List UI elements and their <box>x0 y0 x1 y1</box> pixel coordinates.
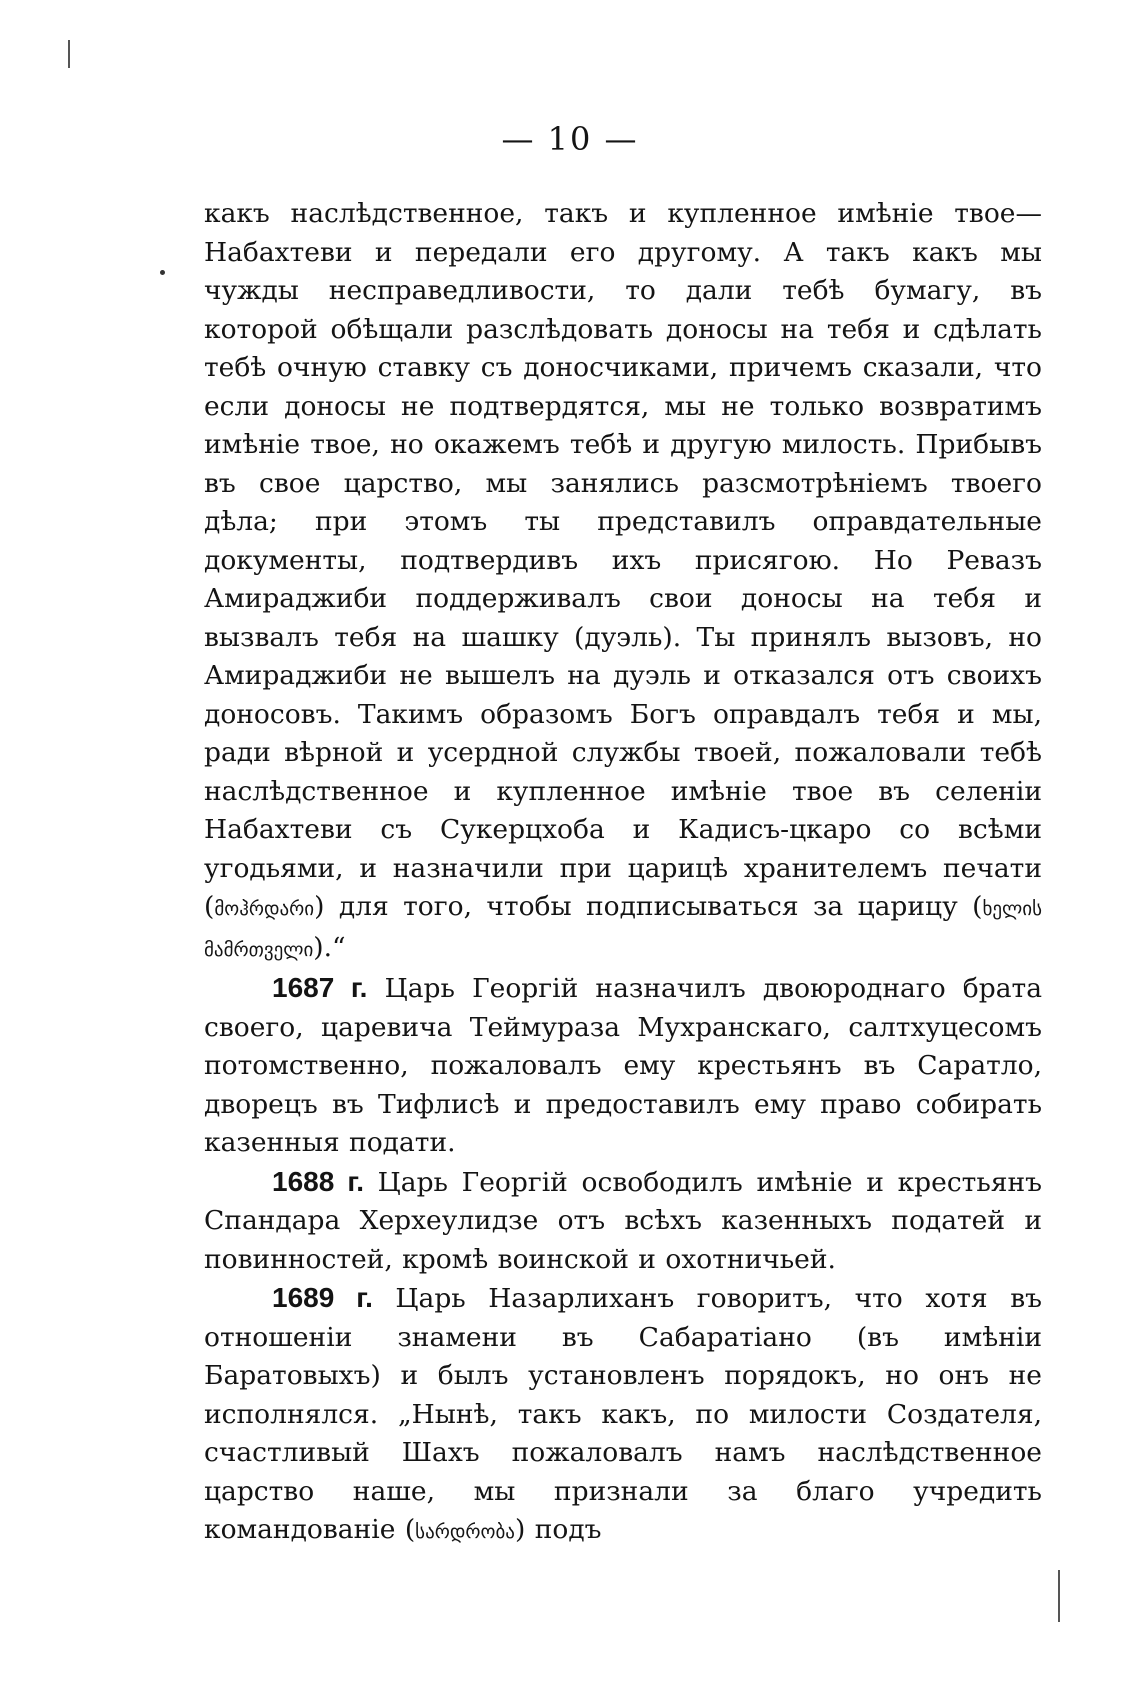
paragraph-text: ) для того, чтобы подписываться за царицу ( <box>314 891 983 922</box>
scan-edge-mark-top-left <box>68 40 70 68</box>
paragraph-text: ).“ <box>313 931 346 963</box>
georgian-term: მოჰრდარი <box>214 898 315 920</box>
paragraph-text: Царь Назарлиханъ говоритъ, что хотя въ отношеніи знамени въ Сабаратіано (въ имѣніи Баратовыхъ) и былъ установленъ порядокъ, но онъ не исполнялся. „Нынѣ, такъ какъ, по милости Создателя, счастливый Шахъ пожаловалъ намъ наслѣдственное царство наше, мы признали за благо учредить командованіе ( <box>204 1283 1042 1545</box>
margin-dot-left <box>160 270 165 275</box>
georgian-term: ხელის მამრთველი <box>204 898 1042 961</box>
paragraph-text: ) подъ <box>514 1514 602 1545</box>
body-text <box>204 195 1042 1552</box>
scan-edge-mark-bottom-right <box>1058 1570 1060 1622</box>
paragraph-text: Царь Георгій назначилъ двоюроднаго брата своего, царевича Теймураза Мухранскаго, салтхуцесомъ потомственно, пожаловалъ ему крестьянъ въ Саратло, дворецъ въ Тифлисѣ и предоставилъ ему право собирать казенныя подати. <box>204 973 1042 1158</box>
paragraph <box>204 1163 1042 1280</box>
paragraph <box>204 969 1042 1163</box>
georgian-term: სარდრობა <box>415 1521 515 1543</box>
year-label: 1688 г. <box>272 1165 364 1197</box>
paragraph <box>204 195 1042 969</box>
paragraph-text: Царь Георгій освободилъ имѣніе и крестьянъ Спандара Херхеулидзе отъ всѣхъ казенныхъ податей и повинностей, кромѣ воинской и охотничьей. <box>204 1166 1042 1275</box>
year-label: 1687 г. <box>272 972 368 1003</box>
page-number: — 10 — <box>501 120 639 158</box>
paragraph <box>204 1279 1042 1552</box>
year-label: 1689 г. <box>272 1282 373 1313</box>
paragraph-text: какъ наслѣдственное, такъ и купленное имѣніе твое—Набахтеви и передали его другому. А такъ какъ мы чужды несправедливости, то дали тебѣ бумагу, въ которой обѣщали разслѣдовать доносы на тебя и сдѣлать тебѣ очную ставку съ доносчиками, причемъ сказали, что если доносы не подтвердятся, мы не только возвратимъ имѣніе твое, но окажемъ тебѣ и другую милость. Прибывъ въ свое царство, мы занялись разсмотрѣніемъ твоего дѣла; при этомъ ты представилъ оправдательные документы, подтвердивъ ихъ присягою. Но Ревазъ Амираджиби поддерживалъ свои доносы на тебя и вызвалъ тебя на шашку (дуэль). Ты принялъ вызовъ, но Амираджиби не вышелъ на дуэль и отказался отъ своихъ доносовъ. Такимъ образомъ Богъ оправдалъ тебя и мы, ради вѣрной и усердной службы твоей, пожаловали тебѣ наслѣдственное и купленное имѣніе твое въ селеніи Набахтеви съ Сукерцхоба и Кадисъ-цкаро со всѣми угодьями, и назначили при царицѣ хранителемъ печати ( <box>204 198 1042 922</box>
